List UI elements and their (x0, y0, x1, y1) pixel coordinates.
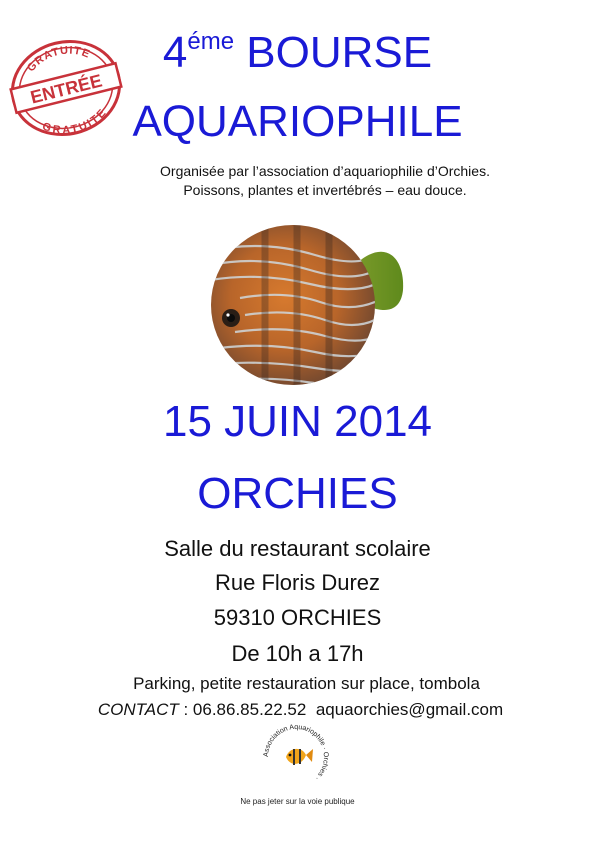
association-logo (256, 722, 336, 792)
event-city: ORCHIES (197, 469, 398, 518)
subtitle-products: Poissons, plantes et invertébrés – eau douce. (183, 182, 467, 198)
stamp-center-text: ENTRÉE (28, 70, 105, 108)
event-hours: De 10h a 17h (231, 641, 364, 666)
title-ordinal: éme (187, 28, 235, 55)
stamp-top-text: GRATUITE (25, 44, 93, 75)
fish-logo-icon (286, 749, 313, 765)
venue-street: Rue Floris Durez (214, 570, 381, 595)
venue-postcode-city: 59310 ORCHIES (213, 605, 382, 630)
event-date: 15 JUIN 2014 (162, 397, 433, 446)
contact-email: aquaorchies@gmail.com (315, 700, 504, 719)
title-word: BOURSE (246, 28, 433, 77)
footer-note: Ne pas jeter sur la voie publique (240, 797, 355, 806)
venue-name: Salle du restaurant scolaire (164, 536, 431, 561)
logo-ring-text: Association Aquariophile · Orchies · (262, 723, 330, 782)
amenities-line: Parking, petite restauration sur place, tombola (133, 674, 480, 693)
contact-label: CONTACT (97, 700, 179, 719)
contact-phone: 06.86.85.22.52 (192, 700, 307, 719)
contact-separator: : (178, 700, 193, 719)
title-line-2: AQUARIOPHILE (132, 97, 463, 146)
title-line-1 (0, 28, 595, 85)
subtitle-organizer: Organisée par l’association d’aquariophilie d’Orchies. (160, 163, 490, 179)
contact-line (0, 699, 595, 721)
title-number: 4 (162, 28, 188, 77)
stamp-bottom-text: GRATUITE (40, 106, 110, 137)
discus-fish-icon (205, 210, 410, 395)
